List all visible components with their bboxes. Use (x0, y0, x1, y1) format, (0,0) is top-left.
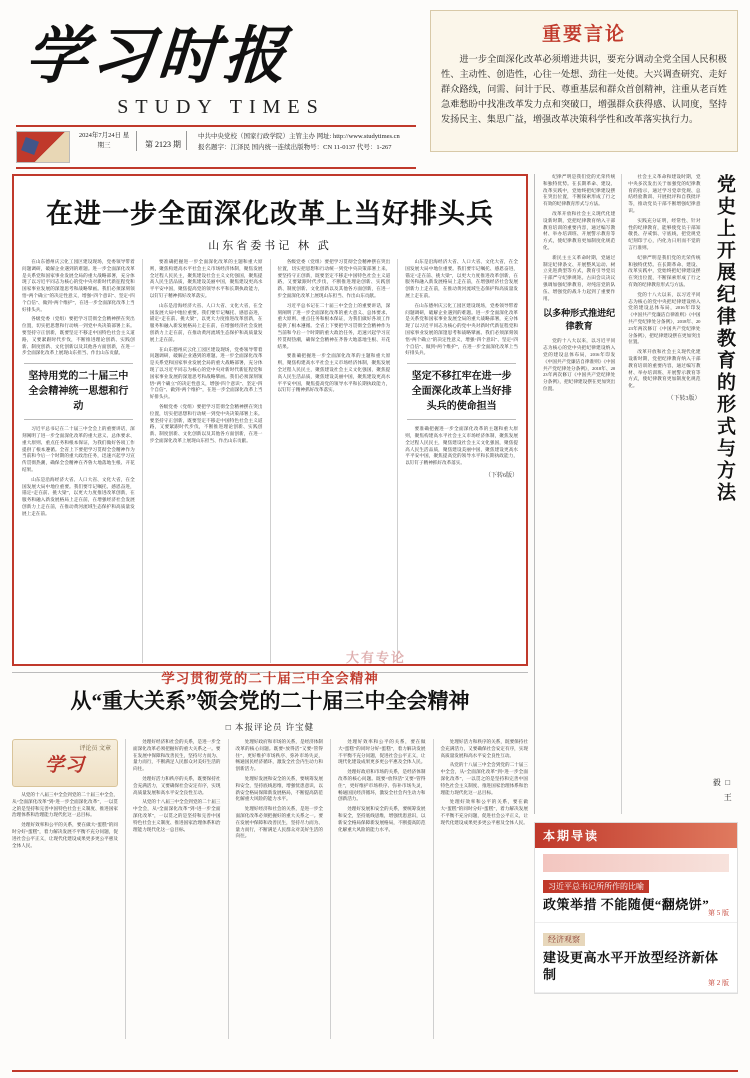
this-issue-item[interactable] (535, 848, 737, 923)
right-paragraph: 改革开放和社会主义现代化建设新时期，党把纪律教育纳入干部教育培训的重要内容，通过编写教材、举办培训班、开展警示教育等方式，使纪律教育更加制度化规范化。 (628, 349, 701, 389)
right-article-byline: □ 王 毅 (712, 777, 733, 803)
right-article-columns (543, 174, 700, 814)
masthead-left (12, 10, 420, 169)
lead-subhead-1: 坚持用党的二十届三中全会精神统一思想和行动 (24, 363, 133, 420)
column-divider (142, 259, 143, 663)
column-divider (125, 739, 126, 1039)
lead-paragraph: 山东是沿海经济大省、人口大省、文化大省，在全国发展大局中地位重要。我们要牢记嘱托、感恩奋进，锚定“走在前、挑大梁”，以更大力度推进改革创新，在服务和融入新发展格局上走在前，在增强经济社会发展创新力上走在前，在推动黄河流域生态保护和高质量发展上走在前。 (149, 302, 263, 342)
lead-paragraph: 在山东德州庆云化工园区建设现场，党委领导带着问题调研，破解企业遇到的难题。进一步全面深化改革是关系党和国家事业发展全局的重大战略部署，充分体现了以习近平同志为核心的党中央对新时代新征程党和国家事业发展的深邃思考和战略擘画。我们必须深刻领悟“两个确立”的决定性意义，增强“四个意识”、坚定“四个自信”、做到“两个维护”，在进一步全面深化改革上当好排头兵。 (149, 346, 263, 400)
right-continue-note[interactable]: （下转3版） (667, 395, 701, 402)
this-issue-kicker: 习近平总书记所所作的比喻 (543, 880, 649, 893)
lead-article-byline: 山东省委书记 林 武 (208, 240, 332, 252)
lead-paragraph: 习近平总书记在二十届三中全会上的重要讲话，深刻阐明了进一步全面深化改革的重大意义、总体要求、重大原则、重点任务和根本保证，为我们做好各项工作提供了根本遵循。全省上下要把学习贯彻全会精神作为当前和今后一个时期的重大政治任务，迅速兴起学习宣传贯彻热潮，确保全会精神在齐鲁大地落地生根、开花结果。 (277, 302, 391, 349)
lead-column-3 (278, 259, 391, 663)
logo-side-text: 评论员 文章 (79, 746, 111, 752)
right-column (534, 174, 738, 1064)
article2-paragraph: 处理好政府和市场的关系，是经济体制改革的核心问题。既要“放得活”又要“管得住”，更好维护市场秩序、弥补市场失灵，畅通国民经济循环，激发全社会内生动力和创新活力。 (235, 739, 323, 772)
right-paragraph: 改革开放和社会主义现代化建设新时期，党把纪律教育纳入干部教育培训的重要内容，通过编写教材、举办培训班、开展警示教育等方式，使纪律教育更加制度化规范化。 (543, 210, 616, 250)
lead-paragraph: 各级党委（党组）要把学习贯彻全会精神摆在突出位置，切实把思想和行动统一到党中央决策部署上来。要坚持守正创新，既要坚定不移走中国特色社会主义道路，又要紧跟时代步伐，不断推进理论创新、实践创新、制度创新、文化创新以及其他各方面创新，在进一步全面深化改革上展现山东担当、作出山东贡献。 (277, 259, 391, 298)
important-comment-box (430, 10, 738, 152)
column-divider (330, 739, 331, 1039)
article2-paragraph: 处理好发展和安全的关系，要统筹发展和安全，坚持底线思维，增强忧患意识，以新安全格局保障新发展格局，不断提高防范化解重大风险的能力水平。 (235, 775, 323, 802)
issue-number: 第 2123 期 (143, 131, 187, 150)
masthead-info (12, 131, 420, 163)
lead-continue-note[interactable]: （下转6版） (484, 472, 518, 479)
important-comment-text: 进一步全面深化改革必须增进共识，要充分调动全党全国人民积极性、主动性、创造性，心往一处想、劲往一处使。大兴调查研究、走好群众路线，问需、问计于民、尊重基层和群众首创精神，注重从老百姓急难愁盼中找准改革发力点和突破口，增强群众获得感、认同度，坚持发扬民主、集思广益，增强改革决策科学性和改革落实执行力。 (441, 54, 727, 124)
article2-paragraph: 处理好效率和公平的关系，要在做大“蛋糕”的同时分好“蛋糕”，着力解决发展不平衡不充分问题，促进社会公平正义，让现代化建设成果更多更公平惠及全体人民。 (338, 739, 426, 765)
article2-column-1 (12, 739, 118, 1039)
right-article (534, 174, 738, 814)
right-column-2 (628, 174, 700, 814)
column-divider (228, 739, 229, 1039)
masthead-meta-line2: 报名题字：江泽民 国内统一连续出版物号：CN 11-0137 代号：1-267 (198, 144, 392, 152)
lead-subhead-2: 坚定不移扛牢在进一步全面深化改革上当好排头兵的使命担当 (407, 363, 516, 420)
newspaper-flag-icon (16, 131, 70, 163)
right-article-title: 党史上开展纪律教育的形式与方法 (714, 174, 735, 504)
masthead-meta-line1: 中共中央党校（国家行政学院）主管主办 网址: http://www.studytimes.cn (198, 133, 400, 140)
article2-paragraph: 从党的十八届三中全会到党的二十届三中全会，从“全面深化改革”到“进一步全面深化改革”，一以贯之的是坚持和完善中国特色社会主义制度、推进国家治理体系和治理能力现代化这一总目标。 (440, 762, 528, 795)
this-issue-item[interactable] (535, 923, 737, 993)
article2-paragraph: 处理好政府和市场的关系，是经济体制改革的核心问题。既要“放得活”又要“管得住”，更好维护市场秩序、弥补市场失灵，畅通国民经济循环，激发全社会内生动力和创新活力。 (338, 769, 426, 802)
logo-main-text: 学习 (44, 754, 85, 776)
this-issue-title[interactable]: 政策举措 不能随便“翻烧饼” (543, 897, 710, 912)
article2-column-4 (338, 739, 426, 1039)
lead-article-columns (22, 259, 518, 663)
lead-column-2 (150, 259, 263, 663)
right-paragraph: 实践充分证明，经常性、针对性的纪律教育，能够使党员干部知敬畏、存戒惧、守底线，把党规党纪刻印于心，内化为日用而不觉的言行准则。 (628, 217, 701, 250)
page-body (12, 174, 738, 1064)
newspaper-title: 学习时报 (23, 23, 292, 91)
right-paragraph: 纪律严明是我们党的光荣传统和独特优势。在长期革命、建设、改革实践中，党始终把纪律建设摆在突出位置，不断探索形成了行之有效的纪律教育形式与方法。 (543, 174, 616, 207)
article2-paragraph: 处理好活力和秩序的关系，既要保持社会充满活力，又要确保社会安定有序，实现高质量发展和高水平安全良性互动。 (133, 775, 221, 795)
article2-paragraph: 处理好发展和安全的关系，要统筹发展和安全，坚持底线思维，增强忧患意识，以新安全格局保障新发展格局，不断提高防范化解重大风险的能力水平。 (338, 806, 426, 832)
lead-paragraph: 在山东德州庆云化工园区建设现场，党委领导带着问题调研，破解企业遇到的难题。进一步全面深化改革是关系党和国家事业发展全局的重大战略部署，充分体现了以习近平同志为核心的党中央对新时代新征程党和国家事业发展的深邃思考和战略擘画。我们必须深刻领悟“两个确立”的决定性意义，增强“四个意识”、坚定“四个自信”、做到“两个维护”，在进一步全面深化改革上当好排头兵。 (405, 302, 518, 356)
this-issue-page: 第 2 版 (708, 978, 729, 987)
promo-decorative-band (543, 854, 729, 872)
masthead-meta (193, 131, 400, 153)
lead-article-title: 在进一步全面深化改革上当好排头兵 (46, 199, 494, 229)
lead-paragraph: 各级党委（党组）要把学习贯彻全会精神摆在突出位置，切实把思想和行动统一到党中央决策部署上来。要坚持守正创新，既要坚定不移走中国特色社会主义道路，又要紧跟时代步伐，不断推进理论创新、实践创新、制度创新、文化创新以及其他各方面创新，在进一步全面深化改革上展现山东担当、作出山东贡献。 (22, 316, 135, 356)
article2-paragraph: 处理好效率和公平的关系，要在做大“蛋糕”的同时分好“蛋糕”，着力解决发展不平衡不充分问题，促进社会公平正义，让现代化建设成果更多更公平惠及全体人民。 (12, 822, 118, 848)
article2-paragraph: 处理好活力和秩序的关系，既要保持社会充满活力，又要确保社会安定有序，实现高质量发展和高水平安全良性互动。 (440, 739, 528, 758)
second-article (12, 672, 528, 1060)
masthead (12, 10, 738, 168)
second-article-byline: □ 本报评论员 许宝健 (225, 722, 315, 732)
this-issue-heading: 本期导读 (535, 823, 737, 848)
this-issue-box (534, 822, 738, 994)
page-footer-rule (12, 1070, 738, 1072)
article2-column-2 (133, 739, 221, 1039)
lead-paragraph: 要准确把握进一步全面深化改革的主题和重大原则，聚焦构建高水平社会主义市场经济体制，聚焦发展全过程人民民主，聚焦建设社会主义文化强国，聚焦提高人民生活品质，聚焦建设美丽中国，聚焦建设更高水平平安中国，聚焦提高党的领导水平和长期执政能力，以钉钉子精神抓好改革落实。 (149, 259, 263, 298)
lead-paragraph: 山东是沿海经济大省、人口大省、文化大省，在全国发展大局中地位重要。我们要牢记嘱托、感恩奋进，锚定“走在前、挑大梁”，以更大力度推进改革创新，在服务和融入新发展格局上走在前，在增强经济社会发展创新力上走在前，在推动黄河流域生态保护和高质量发展上走在前。 (22, 476, 135, 516)
this-issue-page: 第 5 版 (708, 908, 729, 917)
study-commentary-logo-icon (12, 739, 118, 787)
second-article-title: 从“重大关系”领会党的二十届三中全会精神 (70, 689, 470, 713)
lead-column-1 (22, 259, 135, 663)
masthead-divider-bottom (16, 167, 416, 169)
lead-paragraph: 要准确把握进一步全面深化改革的主题和重大原则，聚焦构建高水平社会主义市场经济体制，聚焦发展全过程人民民主，聚焦建设社会主义文化强国，聚焦提高人民生活品质，聚焦建设美丽中国，聚焦建设更高水平平安中国，聚焦提高党的领导水平和长期执政能力，以钉钉子精神抓好改革落实。 (277, 353, 391, 393)
right-subhead: 以多种形式推进纪律教育 (543, 308, 616, 332)
column-divider (433, 739, 434, 1039)
publication-date: 2024年7月24日 星期三 (76, 131, 137, 151)
article2-paragraph: 从党的十八届三中全会到党的二十届三中全会，从“全面深化改革”到“进一步全面深化改革”，一以贯之的是坚持和完善中国特色社会主义制度、推进国家治理体系和治理能力现代化这一总目标。 (133, 799, 221, 832)
article2-paragraph: 从党的十八届三中全会到党的二十届三中全会，从“全面深化改革”到“进一步全面深化改革”，一以贯之的是坚持和完善中国特色社会主义制度、推进国家治理体系和治理能力现代化这一总目标。 (12, 792, 118, 818)
lead-paragraph: 各级党委（党组）要把学习贯彻全会精神摆在突出位置，切实把思想和行动统一到党中央决策部署上来。要坚持守正创新，既要坚定不移走中国特色社会主义道路，又要紧跟时代步伐，不断推进理论创新、实践创新、制度创新、文化创新以及其他各方面创新，在进一步全面深化改革上展现山东担当、作出山东贡献。 (149, 403, 263, 443)
lead-column-4 (405, 259, 518, 663)
lead-paragraph: 习近平总书记在二十届三中全会上的重要讲话，深刻阐明了进一步全面深化改革的重大意义、总体要求、重大原则、重点任务和根本保证，为我们做好各项工作提供了根本遵循。全省上下要把学习贯彻全会精神作为当前和今后一个时期的重大政治任务，迅速兴起学习宣传贯彻热潮，确保全会精神在齐鲁大地落地生根、开花结果。 (22, 426, 135, 472)
article2-paragraph: 处理好经济和社会的关系，是进一步全面深化改革必须把握好的重大关系之一。要在发展中保障和改善民生，坚持尽力而为、量力而行，不断满足人民群众对美好生活的向往。 (133, 739, 221, 772)
article2-column-3 (236, 739, 324, 1039)
right-paragraph: 党的十八大以来，以习近平同志为核心的党中央把纪律建设纳入党的建设总体布局，2016年印发《中国共产党廉洁自律准则》《中国共产党纪律处分条例》，2018年、2023年两次修订《中国共产党纪律处分条例》，把纪律建设摆在更加突出位置。 (543, 338, 616, 392)
right-paragraph: 新民主主义革命时期，党通过制定纪律条文、开展整风运动、树立先进典型等方式，教育引导党员干部严守纪律规矩。古田会议决议强调加强纪律教育，对纯洁党的队伍、增强党的战斗力起到了重要作用。 (543, 254, 616, 301)
article2-paragraph: 处理好效率和公平的关系，要在做大“蛋糕”的同时分好“蛋糕”，着力解决发展不平衡不充分问题，促进社会公平正义，让现代化建设成果更多更公平惠及全体人民。 (440, 799, 528, 825)
right-paragraph: 党的十八大以来，以习近平同志为核心的党中央把纪律建设纳入党的建设总体布局，2016年印发《中国共产党廉洁自律准则》《中国共产党纪律处分条例》，2018年、2023年两次修订《中国共产党纪律处分条例》，把纪律建设摆在更加突出位置。 (628, 291, 701, 345)
column-divider (397, 259, 398, 663)
left-column (12, 174, 528, 1064)
column-divider (270, 259, 271, 663)
right-paragraph: 纪律严明是我们党的光荣传统和独特优势。在长期革命、建设、改革实践中，党始终把纪律建设摆在突出位置，不断探索形成了行之有效的纪律教育形式与方法。 (628, 254, 701, 287)
second-article-columns (12, 739, 528, 1039)
lead-paragraph: 要准确把握进一步全面深化改革的主题和重大原则，聚焦构建高水平社会主义市场经济体制，聚焦发展全过程人民民主，聚焦建设社会主义文化强国，聚焦提高人民生活品质，聚焦建设美丽中国，聚焦建设更高水平平安中国，聚焦提高党的领导水平和长期执政能力，以钉钉子精神抓好改革落实。 (405, 426, 518, 466)
column-divider (621, 174, 622, 814)
this-issue-title[interactable]: 建设更高水平开放型经济新体制 (543, 949, 719, 982)
right-paragraph: 社会主义革命和建设时期，党中央多次发出关于加强党的纪律教育的指示，通过学习党章党规、总结经验教训、开展批评和自我批评等，推动党员干部不断增强纪律意识。 (628, 174, 701, 213)
lead-paragraph: 在山东德州庆云化工园区建设现场，党委领导带着问题调研，破解企业遇到的难题。进一步全面深化改革是关系党和国家事业发展全局的重大战略部署，充分体现了以习近平同志为核心的党中央对新时代新征程党和国家事业发展的深邃思考和战略擘画。我们必须深刻领悟“两个确立”的决定性意义，增强“四个意识”、坚定“四个自信”、做到“两个维护”，在进一步全面深化改革上当好排头兵。 (22, 259, 135, 312)
right-column-1 (543, 174, 615, 814)
lead-stamp: 大有专论 (345, 650, 406, 665)
lead-article (12, 174, 528, 686)
masthead-divider-top (16, 125, 416, 127)
article2-paragraph: 处理好经济和社会的关系，是进一步全面深化改革必须把握好的重大关系之一。要在发展中保障和改善民生，坚持尽力而为、量力而行，不断满足人民群众对美好生活的向往。 (235, 806, 323, 839)
article2-column-5 (441, 739, 529, 1039)
important-comment-heading: 重要言论 (541, 24, 626, 45)
lead-paragraph: 山东是沿海经济大省、人口大省、文化大省，在全国发展大局中地位重要。我们要牢记嘱托、感恩奋进，锚定“走在前、挑大梁”，以更大力度推进改革创新，在服务和融入新发展格局上走在前，在增强经济社会发展创新力上走在前，在推动黄河流域生态保护和高质量发展上走在前。 (405, 259, 518, 298)
this-issue-kicker: 经济观察 (543, 933, 585, 946)
lead-slogan: 学习贯彻党的二十届三中全会精神 (161, 671, 379, 686)
newspaper-subtitle: STUDY TIMES (117, 96, 325, 118)
